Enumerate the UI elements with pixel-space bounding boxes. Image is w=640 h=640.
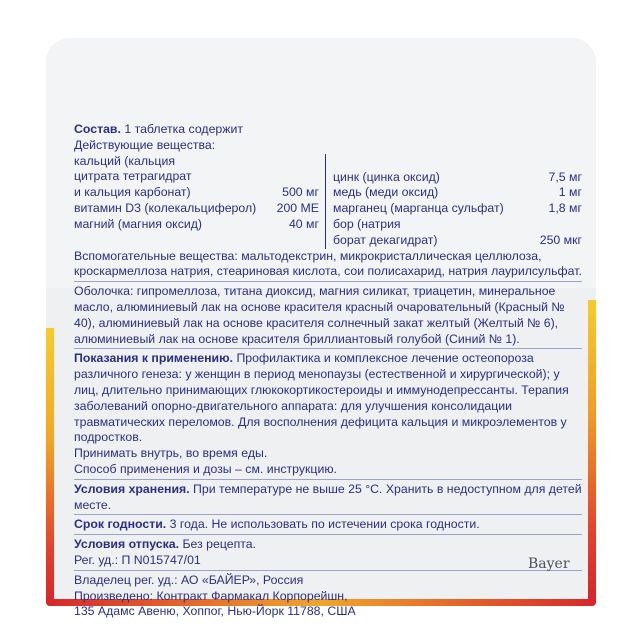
divider bbox=[74, 514, 582, 515]
substance-name: цинк (цинка оксид) bbox=[333, 169, 440, 184]
right-color-stripe bbox=[588, 300, 596, 606]
storage-text: При температуре не выше 25 °C. Хранить в недоступном для детей месте. bbox=[74, 481, 582, 512]
indications-text: Профилактика и комплексное лечение остеопороза различного генеза: у женщин в период менопаузы (естественной и хирургической); у лиц, длительно принимающих глюкокортикостероиды и иммунодепрессанты. Терапия заболеваний опорно-двигательного аппарата: для улучшения консолидации травматических переломов. Для восполнения дефицита кальция и микроэлементов у подростков. bbox=[74, 351, 569, 445]
divider bbox=[74, 281, 582, 282]
left-color-stripe bbox=[46, 328, 54, 606]
registration-number: Рег. уд.: П N015747/01 bbox=[74, 552, 201, 567]
substance-dose: 7,5 мг bbox=[548, 169, 582, 184]
substance-name: кальций (кальция bbox=[74, 153, 176, 168]
composition-intro: 1 таблетка содержит bbox=[124, 122, 243, 136]
substance-row bbox=[333, 170, 582, 186]
substance-row bbox=[333, 185, 582, 201]
substance-dose: 40 мг bbox=[288, 216, 319, 231]
substance-dose: 1 мг bbox=[558, 185, 582, 200]
substance-name: бор (натрия bbox=[333, 216, 401, 231]
method-instruction: Способ применения и дозы – см. инструкцию. bbox=[74, 461, 337, 476]
indications-paragraph bbox=[74, 351, 582, 446]
substance-row bbox=[333, 201, 582, 217]
divider bbox=[74, 479, 582, 480]
substance-name: цитрата тетрагидрат bbox=[74, 169, 192, 184]
divider bbox=[74, 348, 582, 349]
indications-heading: Показания к применению. bbox=[74, 351, 234, 366]
coating-text: Оболочка: гипромеллоза, титана диоксид, магния силикат, триацетин, минеральное масло, алюминиевый лак на основе красителя красный очаровательный (Красный № 40), алюминиевый лак на основе красителя солнечный закат желтый (Желтый № 6), алюминиевый лак на основе красителя бриллиантовый голубой (Синий № 1). bbox=[74, 284, 565, 346]
substance-row bbox=[74, 217, 319, 233]
substance-name: магний (магния оксид) bbox=[74, 216, 202, 231]
substance-dose: 200 МЕ bbox=[276, 200, 319, 215]
substance-dose: 500 мг bbox=[282, 185, 319, 200]
shelf-life-heading: Срок годности. bbox=[74, 517, 167, 532]
excipients-text: Вспомогательные вещества: мальтодекстрин, микрокристаллическая целлюлоза, кроскармеллоза натрия, стеариновая кислота, сои полисахарид, натрия лаурилсульфат. bbox=[74, 248, 582, 279]
dispensing-text: Без рецепта. bbox=[182, 537, 256, 552]
divider bbox=[74, 570, 582, 571]
substance-dose: 1,8 мг bbox=[548, 201, 582, 216]
substance-name: марганец (марганца сульфат) bbox=[333, 201, 504, 216]
divider bbox=[74, 534, 582, 535]
active-substances-right bbox=[326, 154, 582, 249]
active-substances-title: Действующие вещества: bbox=[74, 137, 216, 152]
take-instruction: Принимать внутрь, во время еды. bbox=[74, 446, 268, 461]
substance-row bbox=[74, 201, 319, 217]
substance-name: витамин D3 (колекальциферол) bbox=[74, 200, 257, 215]
dispensing-paragraph bbox=[74, 537, 582, 553]
substance-dose: 250 мкг bbox=[539, 232, 582, 247]
substance-name: медь (меди оксид) bbox=[333, 185, 439, 200]
registration-holder: Владелец рег. уд.: АО «БАЙЕР», Россия bbox=[74, 572, 304, 587]
substance-row bbox=[333, 233, 582, 249]
storage-paragraph bbox=[74, 482, 582, 514]
storage-heading: Условия хранения. bbox=[74, 481, 190, 496]
substance-row bbox=[333, 217, 582, 233]
substance-row bbox=[74, 169, 319, 185]
manufacturer-line-2: 135 Адамс Авеню, Хоппог, Нью-Йорк 11788, США bbox=[74, 604, 356, 619]
manufacturer-line-1: Произведено: Контракт Фармакал Корпорейшн, bbox=[74, 588, 348, 603]
active-substances-table bbox=[74, 154, 582, 249]
substance-name: борат декагидрат) bbox=[333, 232, 438, 247]
composition-line bbox=[74, 122, 582, 138]
shelf-life-paragraph bbox=[74, 517, 582, 533]
substance-row bbox=[74, 154, 319, 170]
bayer-logo-text: Bayer bbox=[528, 556, 570, 572]
active-substances-left bbox=[74, 154, 326, 249]
shelf-life-text: 3 года. Не использовать по истечении срока годности. bbox=[169, 517, 480, 532]
composition-heading: Состав. bbox=[74, 122, 121, 136]
substance-row bbox=[74, 185, 319, 201]
substance-name: и кальция карбонат) bbox=[74, 185, 191, 200]
dispensing-heading: Условия отпуска. bbox=[74, 537, 180, 552]
label-text bbox=[74, 122, 582, 620]
